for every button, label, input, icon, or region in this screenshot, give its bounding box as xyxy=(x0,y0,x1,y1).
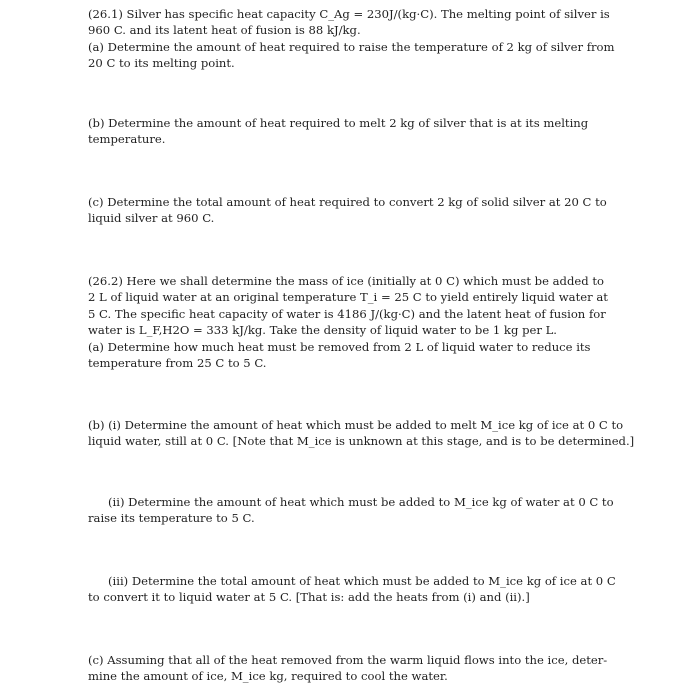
text-line: temperature. xyxy=(88,132,166,147)
text-line: liquid water, still at 0 C. [Note that M_ice is unknown at this stage, and is to be determined.] xyxy=(88,434,635,449)
text-line: (26.2) Here we shall determine the mass of ice (initially at 0 C) which must be added to xyxy=(88,274,604,288)
problem-26-2-part-b-iii xyxy=(88,573,616,606)
text-line: temperature from 25 C to 5 C. xyxy=(88,356,267,371)
text-line: 20 C to its melting point. xyxy=(88,56,235,71)
text-line: 2 L of liquid water at an original temperature T_i = 25 C to yield entirely liquid water at xyxy=(88,290,608,305)
problem-26-2-intro xyxy=(88,273,608,371)
text-line: (a) Determine the amount of heat required to raise the temperature of 2 kg of silver from xyxy=(88,39,615,54)
text-line: (b) Determine the amount of heat required to melt 2 kg of silver that is at its melting xyxy=(88,116,589,130)
text-line: (c) Determine the total amount of heat required to convert 2 kg of solid silver at 20 C to xyxy=(88,195,607,209)
text-line: liquid silver at 960 C. xyxy=(88,211,215,226)
text-line: 5 C. The specific heat capacity of water is 4186 J/(kg·C) and the latent heat of fusion for xyxy=(88,306,606,321)
text-line: water is L_F,H2O = 333 kJ/kg. Take the density of liquid water to be 1 kg per L. xyxy=(88,323,557,338)
text-line: (26.1) Silver has specific heat capacity C_Ag = 230J/(kg·C). The melting point of silver is xyxy=(88,7,610,21)
text-line: 960 C. and its latent heat of fusion is 88 kJ/kg. xyxy=(88,23,361,38)
problem-26-2-part-b-ii xyxy=(88,494,614,527)
text-line: mine the amount of ice, M_ice kg, required to cool the water. xyxy=(88,669,448,684)
text-line: (iii) Determine the total amount of heat which must be added to M_ice kg of ice at 0 C xyxy=(108,574,616,588)
problem-26-2-part-c xyxy=(88,652,608,685)
problem-26-1-intro xyxy=(88,6,615,72)
text-line: (b) (i) Determine the amount of heat which must be added to melt M_ice kg of ice at 0 C to xyxy=(88,418,624,432)
text-line: (ii) Determine the amount of heat which must be added to M_ice kg of water at 0 C to xyxy=(108,495,614,509)
text-line: raise its temperature to 5 C. xyxy=(88,511,255,526)
text-line: to convert it to liquid water at 5 C. [That is: add the heats from (i) and (ii).] xyxy=(88,590,530,605)
problem-26-2-part-b-i xyxy=(88,417,635,450)
problem-26-1-part-c xyxy=(88,194,607,227)
text-line: (c) Assuming that all of the heat removed from the warm liquid flows into the ice, deter- xyxy=(88,653,608,667)
text-line: (a) Determine how much heat must be removed from 2 L of liquid water to reduce its xyxy=(88,339,591,354)
problem-26-1-part-b xyxy=(88,115,593,148)
